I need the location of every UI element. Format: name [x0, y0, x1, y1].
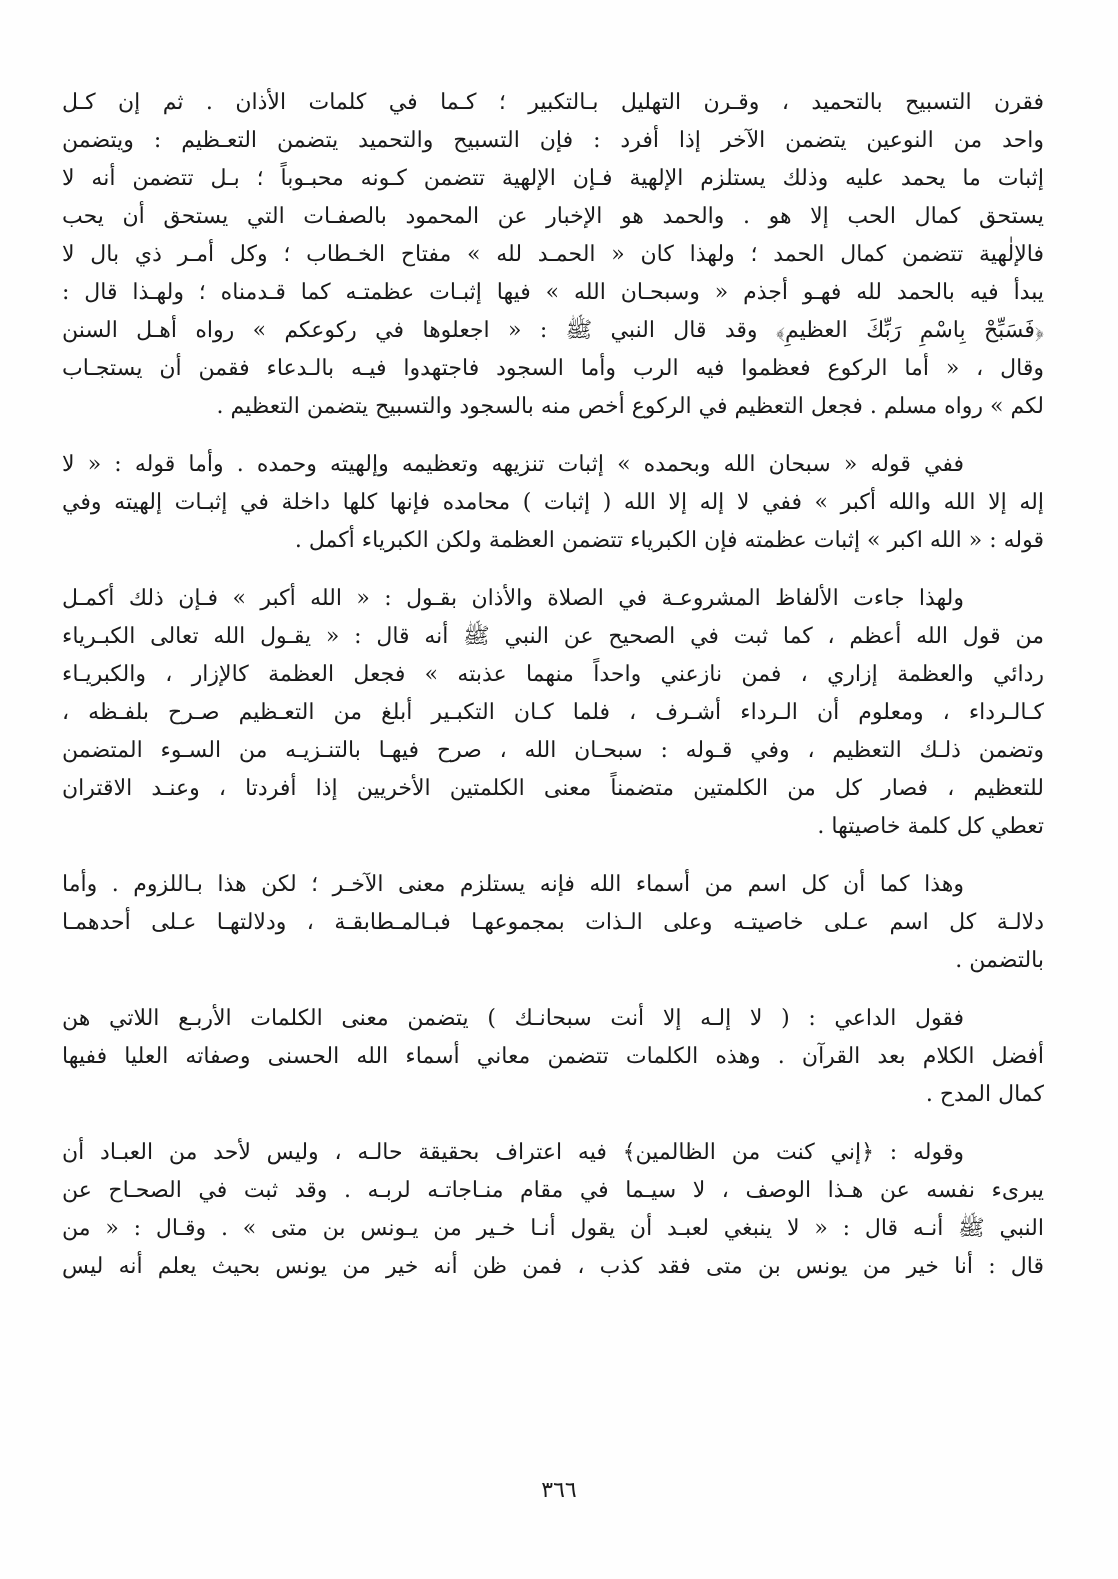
text-line: ﴿فَسَبِّحْ بِاسْمِ رَبِّكَ العظيمِ﴾ وقد قال النبي ﷺ : « اجعلوها في ركوعكم » رواه أهـل السنن: [62, 318, 1044, 343]
text-line: فالإلٰهية تتضمن كمال الحمد ؛ ولهذا كان « الحمـد لله » مفتاح الخـطاب ؛ وكل أمـر ذي بال لا: [62, 242, 1044, 267]
text-line: إله إلا الله والله أكبر » ففي لا إله إلا الله ( إثبات ) محامده فإنها كلها داخلة في إثبـات إلهيته وفي: [62, 490, 1044, 515]
text-line: فقول الداعي : ( لا إلـه إلا أنت سبحانـك ) يتضمن معنى الكلمات الأربـع اللاتي هن: [62, 1006, 964, 1031]
text-line: للتعظيم ، فصار كل من الكلمتين متضمناً معنى الكلمتين الأخريين إذا أفردتا ، وعنـد الاقتران: [62, 776, 1044, 801]
text-line: من قول الله أعظم ، كما ثبت في الصحيح عن النبي ﷺ أنه قال : « يقـول الله تعالى الكبـرياء: [62, 624, 1044, 649]
paragraph: [62, 866, 1044, 980]
body-text: [62, 84, 1044, 1286]
text-line: إثبات ما يحمد عليه وذلك يستلزم الإلهية فـإن الإلهية تتضمن كـونه محبـوباً ؛ بـل تتضمن أنه لا: [62, 166, 1044, 191]
text-line: ولهذا جاءت الألفاظ المشروعـة في الصلاة والأذان بقـول : « الله أكبر » فـإن ذلك أكمـل: [62, 586, 964, 611]
text-line: النبي ﷺ أنـه قال : « لا ينبغي لعبـد أن يقول أنـا خـير من يـونس بن متى » . وقـال : « من: [62, 1216, 1044, 1241]
text-line: وتضمن ذلـك التعظيم ، وفي قـوله : سبحـان الله ، صرح فيهـا بالتنـزيـه من السـوء المتضمن: [62, 738, 1044, 763]
text-line: قوله : « الله اكبر » إثبات عظمته فإن الكبرياء تتضمن العظمة ولكن الكبرياء أكمل .: [294, 528, 1044, 553]
text-line: وقوله : ﴿إني كنت من الظالمين﴾ فيه اعتراف بحقيقة حالـه ، وليس لأحد من العبـاد أن: [62, 1140, 964, 1165]
text-line: دلالـة كل اسم عـلى خاصيتـه وعلى الـذات بمجموعهـا فبـالمـطابقـة ، ودلالتهـا عـلى أحدهمـا: [62, 910, 1044, 935]
paragraph: [62, 446, 1044, 560]
text-line: كمال المدح .: [925, 1082, 1044, 1107]
text-line: يبرىء نفسه عن هـذا الوصف ، لا سيـما في مقام منـاجاتـه لربـه . وقد ثبت في الصحـاح عن: [62, 1178, 1044, 1203]
text-line: قال : أنا خير من يونس بن متى فقد كذب ، فمن ظن أنه خير من يونس بحيث يعلم أنه ليس: [62, 1254, 1044, 1279]
text-line: لكم » رواه مسلم . فجعل التعظيم في الركوع أخص منه بالسجود والتسبيح يتضمن التعظيم .: [216, 394, 1044, 419]
page-number: ٣٦٦: [541, 1478, 577, 1503]
text-line: فقرن التسبيح بالتحميد ، وقـرن التهليل بـالتكبير ؛ كـما في كلمات الأذان . ثم إن كـل: [62, 90, 1044, 115]
text-line: ففي قوله « سبحان الله وبحمده » إثبات تنزيهه وتعظيمه وإلهيته وحمده . وأما قوله : « لا: [62, 452, 964, 477]
text-line: واحد من النوعين يتضمن الآخر إذا أفرد : فإن التسبيح والتحميد يتضمن التعـظيم : ويتضمن: [62, 128, 1044, 153]
text-line: تعطي كل كلمة خاصيتها .: [817, 814, 1044, 839]
paragraph: [62, 580, 1044, 846]
text-line: يبدأ فيه بالحمد لله فهـو أجذم « وسبحـان الله » فيها إثبـات عظمتـه كما قـدمناه ؛ ولهـذا قال :: [62, 280, 1044, 305]
paragraph: [62, 84, 1044, 426]
paragraph: [62, 1000, 1044, 1114]
paragraph: [62, 1134, 1044, 1286]
text-line: أفضل الكلام بعد القرآن . وهذه الكلمات تتضمن معاني أسماء الله الحسنى وصفاته العليا ففيها: [62, 1044, 1044, 1069]
text-line: وقال ، « أما الركوع فعظموا فيه الرب وأما السجود فاجتهدوا فيـه بالـدعاء فقمن أن يستجـاب: [62, 356, 1044, 381]
text-line: وهذا كما أن كل اسم من أسماء الله فإنه يستلزم معنى الآخـر ؛ لكن هذا بـاللزوم . وأما: [62, 872, 964, 897]
text-line: كـالـرداء ، ومعلوم أن الـرداء أشـرف ، فلما كـان التكبـير أبلغ من التعـظيم صـرح بلفـظه ،: [62, 700, 1044, 725]
text-line: ردائي والعظمة إزاري ، فمن نازعني واحداً منهما عذبته » فجعل العظمة كالإزار ، والكبريـاء: [62, 662, 1044, 687]
text-line: بالتضمن .: [955, 948, 1044, 973]
text-line: يستحق كمال الحب إلا هو . والحمد هو الإخبار عن المحمود بالصفـات التي يستحق أن يحب: [62, 204, 1044, 229]
